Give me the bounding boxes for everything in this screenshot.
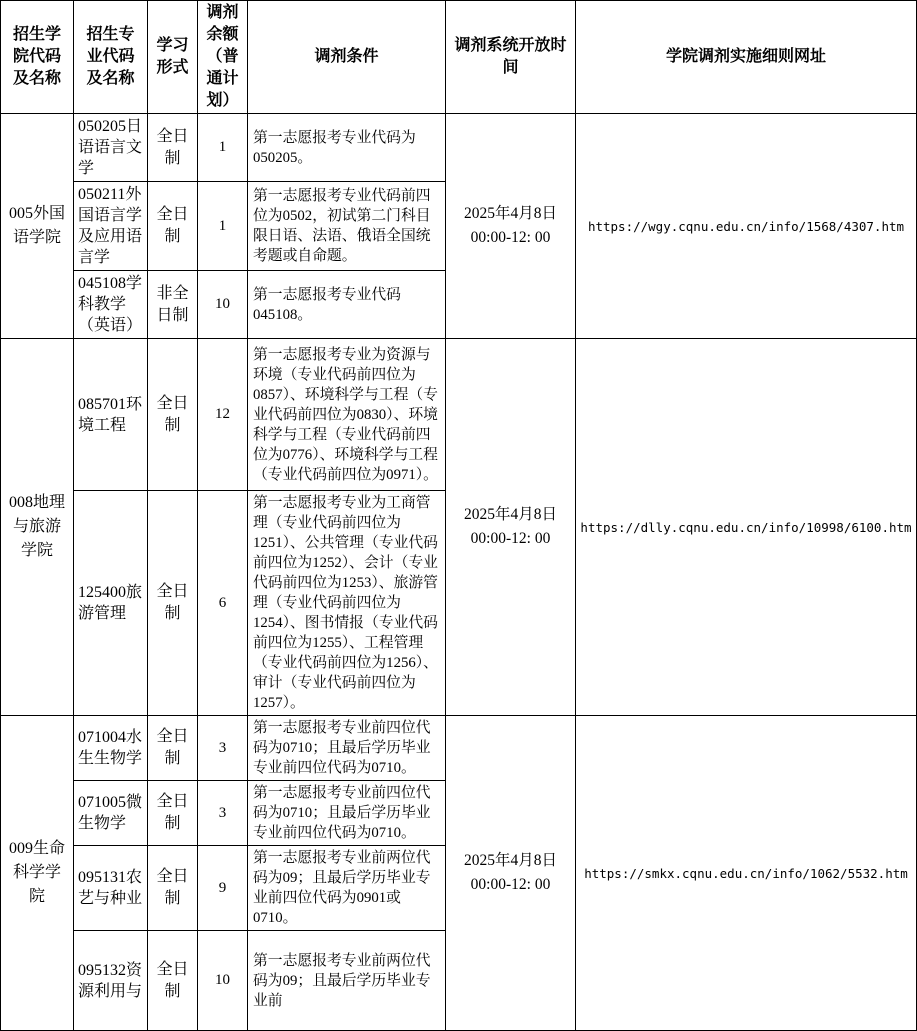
quota-cell: 3 [198,716,248,781]
table-row [1,716,917,781]
quota-cell: 10 [198,271,248,339]
condition-cell: 第一志愿报考专业代码为050205。 [248,114,446,182]
header-condition: 调剂条件 [248,1,446,114]
study-form-cell: 全日制 [148,846,198,931]
quota-cell: 10 [198,931,248,1031]
major-cell: 095132资源利用与 [74,931,148,1031]
header-college: 招生学院代码及名称 [1,1,74,114]
major-cell: 071005微生物学 [74,781,148,846]
table-row [1,339,917,491]
quota-cell: 9 [198,846,248,931]
major-cell: 085701环境工程 [74,339,148,491]
open-date: 2025年4月8日 [463,506,557,523]
quota-cell: 6 [198,491,248,716]
table-row [1,114,917,182]
open-hours: 00:00-12: 00 [470,876,551,893]
study-form-cell: 全日制 [148,339,198,491]
condition-cell: 第一志愿报考专业为工商管理（专业代码前四位为1251）、公共管理（专业代码前四位为1252）、会计（专业代码前四位为1253）、旅游管理（专业代码前四位为1254）、图书情报（专业代码前四位为1255）、工程管理（专业代码前四位为1256）、审计（专业代码前四位为1257）。 [248,491,446,716]
condition-cell: 第一志愿报考专业为资源与环境（专业代码前四位为0857）、环境科学与工程（专业代码前四位为0830）、环境科学与工程（专业代码前四位为0776）、环境科学与工程（专业代码前四位为0971）。 [248,339,446,491]
study-form-cell: 全日制 [148,491,198,716]
condition-cell: 第一志愿报考专业前两位代码为09；且最后学历毕业专业前四位代码为0901或0710。 [248,846,446,931]
college-cell: 005外国语学院 [1,114,74,339]
open-time-cell [446,716,576,1031]
major-cell: 045108学科教学（英语） [74,271,148,339]
study-form-cell: 全日制 [148,781,198,846]
condition-cell: 第一志愿报考专业前四位代码为0710；且最后学历毕业专业前四位代码为0710。 [248,781,446,846]
quota-cell: 3 [198,781,248,846]
major-cell: 095131农艺与种业 [74,846,148,931]
open-date: 2025年4月8日 [463,205,557,222]
study-form-cell: 全日制 [148,931,198,1031]
header-major: 招生专业代码及名称 [74,1,148,114]
condition-cell: 第一志愿报考专业前四位代码为0710；且最后学历毕业专业前四位代码为0710。 [248,716,446,781]
open-hours: 00:00-12: 00 [470,530,551,547]
header-quota: 调剂余额（普通计划） [198,1,248,114]
study-form-cell: 全日制 [148,716,198,781]
url-cell: https://dlly.cqnu.edu.cn/info/10998/6100.htm [576,339,917,716]
open-date: 2025年4月8日 [463,852,557,869]
quota-cell: 1 [198,114,248,182]
url-cell: https://smkx.cqnu.edu.cn/info/1062/5532.htm [576,716,917,1031]
header-url: 学院调剂实施细则网址 [576,1,917,114]
open-time-cell [446,339,576,716]
study-form-cell: 非全日制 [148,271,198,339]
condition-cell: 第一志愿报考专业代码045108。 [248,271,446,339]
url-cell: https://wgy.cqnu.edu.cn/info/1568/4307.htm [576,114,917,339]
major-cell: 050211外国语言学及应用语言学 [74,182,148,271]
quota-cell: 12 [198,339,248,491]
header-study-form: 学习形式 [148,1,198,114]
college-cell: 008地理与旅游学院 [1,339,74,716]
open-time-cell [446,114,576,339]
open-hours: 00:00-12: 00 [470,229,551,246]
header-open-time: 调剂系统开放时间 [446,1,576,114]
study-form-cell: 全日制 [148,182,198,271]
header-row [1,1,917,114]
quota-cell: 1 [198,182,248,271]
major-cell: 050205日语语言文学 [74,114,148,182]
college-cell: 009生命科学学院 [1,716,74,1031]
major-cell: 125400旅游管理 [74,491,148,716]
condition-cell: 第一志愿报考专业前两位代码为09；且最后学历毕业专业前 [248,931,446,1031]
study-form-cell: 全日制 [148,114,198,182]
condition-cell: 第一志愿报考专业代码前四位为0502，初试第二门科目限日语、法语、俄语全国统考题或自命题。 [248,182,446,271]
major-cell: 071004水生生物学 [74,716,148,781]
